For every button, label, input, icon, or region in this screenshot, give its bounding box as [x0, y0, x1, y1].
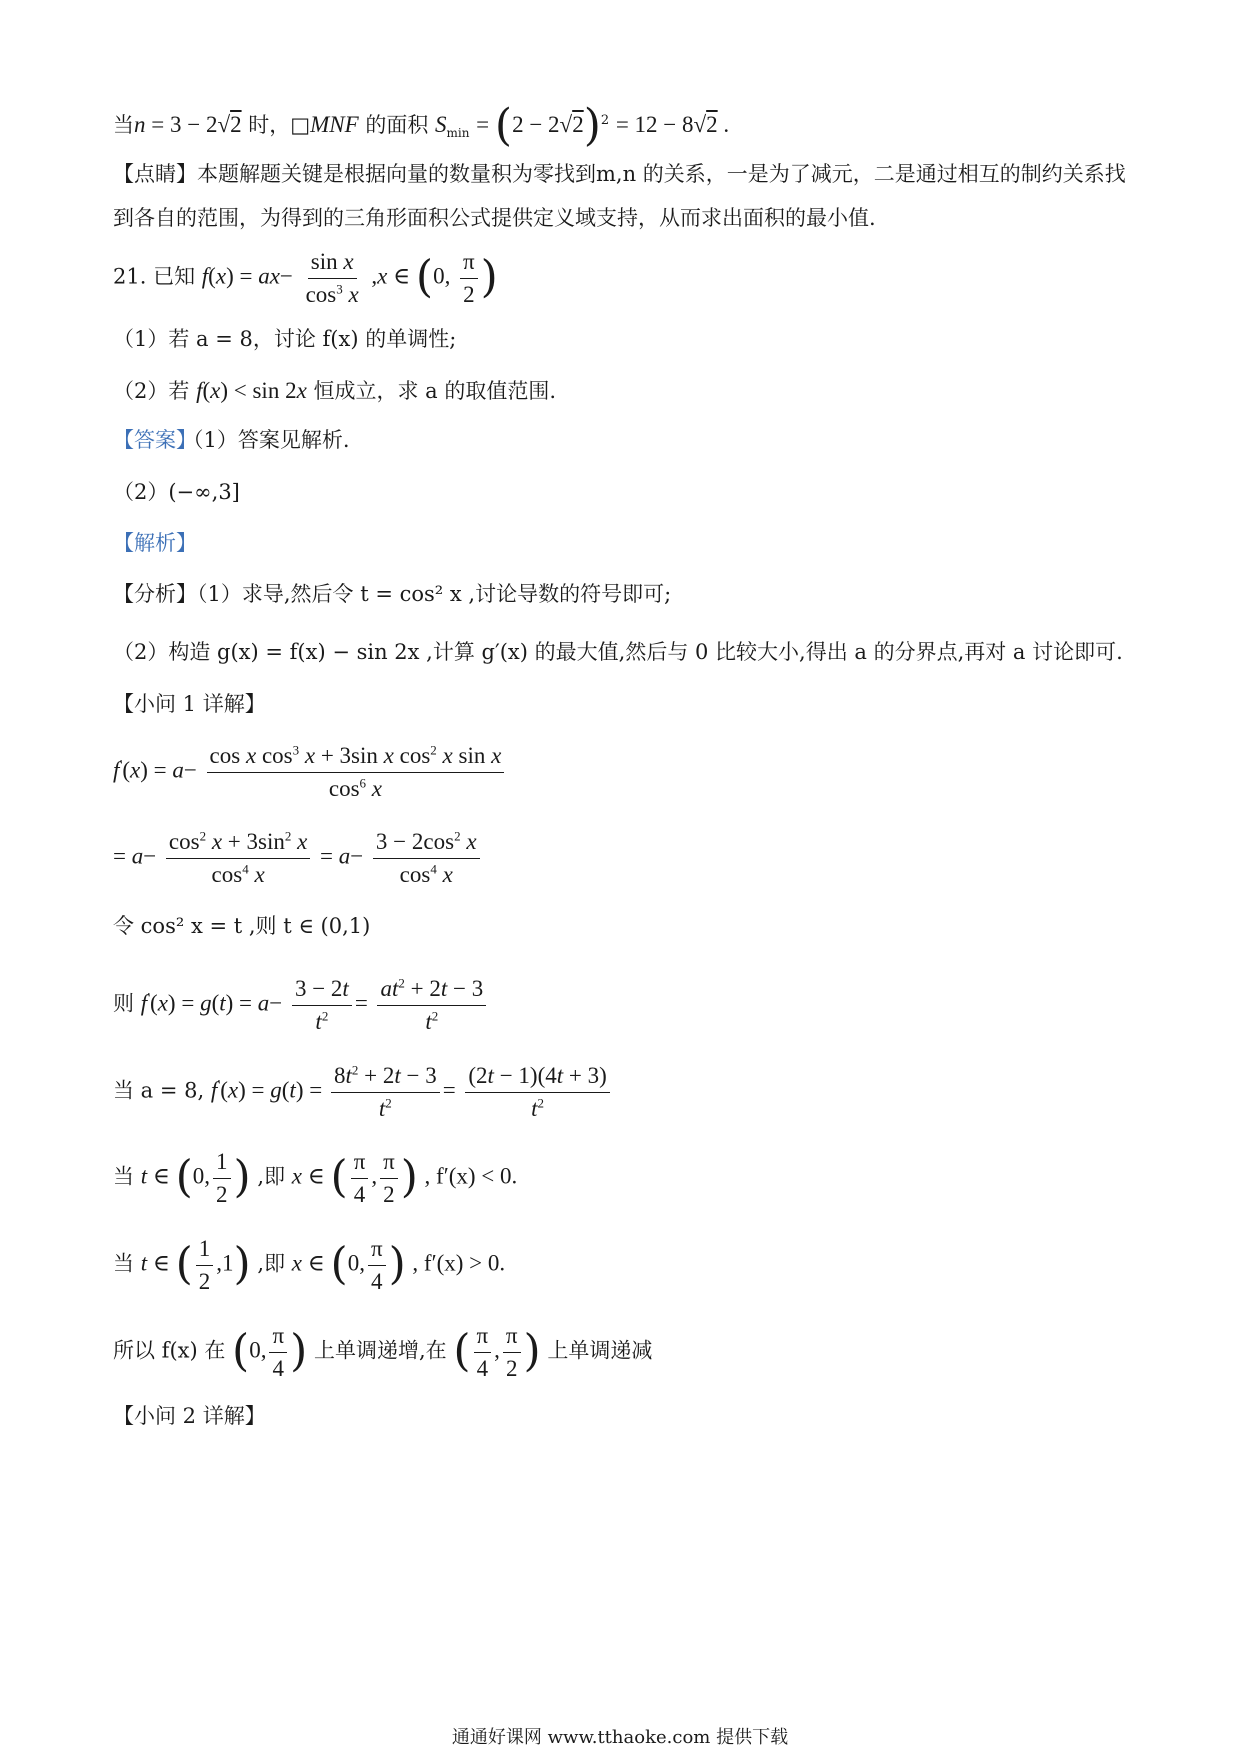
case1-mid: ,即	[257, 1164, 286, 1189]
answer-tag: 【答案】	[113, 428, 197, 452]
case1-prefix: 当	[113, 1164, 134, 1189]
conclusion-part-3: 上单调递减	[547, 1338, 653, 1363]
fenxi-line-2: （2）构造 g(x) = f(x) − sin 2x ,计算 g′(x) 的最大值,然后与 0 比较大小,得出 a 的分界点,再对 a 讨论即可.	[113, 640, 1123, 664]
case-1-line: 当 t ∈ (0, $\frac{1}{2}$ ) ,即 x ∈ ( $\frac{\pi}{4}$ , $\frac{\pi}{2}$ ) , f′(x) < 0.	[113, 1149, 518, 1207]
derivative-line-2: = a− $\frac{\cos^2 x + 3\sin^2 x}{\cos^4 x}$ = a− $\frac{3 - 2\cos^2 x}{\cos^4 x}$	[113, 828, 483, 888]
conclusion-part-1: 所以 f(x) 在	[113, 1338, 226, 1363]
problem-stem-lead: 已知	[153, 264, 196, 289]
question-2-lead: （2）若	[113, 379, 190, 403]
derivative-line-1: f′(x) = a− $\frac{\cos x \cos^3 x + 3\sin x \cos^2 x \sin x}{\cos^6 x}$	[113, 742, 507, 802]
answer-1-text: （1）答案见解析.	[193, 428, 350, 452]
case-2-line: 当 t ∈ ( $\frac{1}{2}$ ,1) ,即 x ∈ (0, $\frac{\pi}{4}$ ) , f′(x) > 0.	[113, 1236, 506, 1294]
conclusion-part-2: 上单调递增,在	[313, 1338, 447, 1363]
substitution-line: 令 cos² x = t ,则 t ∈ (0,1)	[113, 914, 371, 938]
answer-1	[113, 428, 350, 453]
problem-21-stem: 21. 已知 f(x) = ax− $\frac{\text{sin x}}{\cos^3 x}$ ,x ∈ (0, $\frac{\pi}{2}$ )	[113, 249, 498, 307]
dianjing-text: 【点睛】本题解题关键是根据向量的数量积为零找到m,n 的关系，一是为了减元，二是通过相互的制约关系找到各自的范围，为得到的三角形面积公式提供定义域支持，从而求出面积的最小值.	[113, 162, 1126, 230]
problem-number: 21.	[113, 264, 147, 289]
a-equals-8-line: 当 a = 8, f′(x) = g(t) = $\frac{8t^2 + 2t - 3}{t^2}$ = $\frac{(2t - 1)(4t + 3)}{t^2}$	[113, 1062, 613, 1122]
then-prefix: 则	[113, 991, 134, 1016]
case2-mid: ,即	[257, 1251, 286, 1276]
answer-2: （2）(−∞,3]	[113, 480, 240, 504]
part1-heading: 【小问 1 详解】	[113, 692, 266, 716]
a8-prefix: 当 a = 8,	[113, 1078, 205, 1103]
case2-result: , f′(x) > 0.	[412, 1250, 506, 1276]
case1-result: , f′(x) < 0.	[424, 1163, 518, 1189]
question-1: （1）若 a = 8，讨论 f(x) 的单调性;	[113, 327, 457, 351]
case2-prefix: 当	[113, 1251, 134, 1276]
part2-heading: 【小问 2 详解】	[113, 1404, 266, 1428]
question-2: （2）若 f(x) < sin 2x 恒成立，求 a 的取值范围.	[113, 378, 557, 403]
page-footer: 通通好课网 www.tthaoke.com 提供下载	[451, 1727, 789, 1748]
conclusion-line: 所以 f(x) 在 (0, $\frac{\pi}{4}$ ) 上单调递增,在 ( $\frac{\pi}{4}$ , $\frac{\pi}{2}$ ) 上单调递减	[113, 1323, 653, 1381]
g-of-t-line: 则 f′(x) = g(t) = a− $\frac{3 - 2t}{t^2}$ = $\frac{at^2 + 2t - 3}{t^2}$	[113, 975, 489, 1035]
min-area-line: 当n = 3 − 2√2 时，□MNF 的面积 $S_{min} = (2 - 2√2)^2 = 12 - 8√2$ .	[113, 100, 730, 151]
fenxi-line-1: 【分析】（1）求导,然后令 t = cos² x ,讨论导数的符号即可;	[113, 582, 672, 606]
analysis-tag: 【解析】	[113, 531, 197, 555]
question-2-tail: 恒成立，求 a 的取值范围.	[313, 379, 557, 403]
